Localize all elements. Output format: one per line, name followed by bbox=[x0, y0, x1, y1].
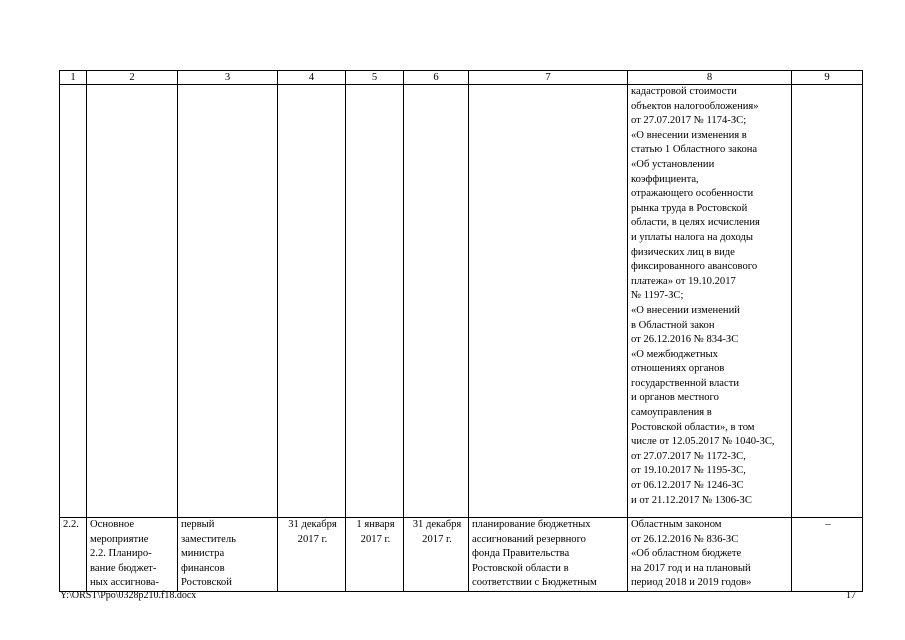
text-line: Ростовской области в bbox=[472, 562, 569, 574]
text-line: коэффициента, bbox=[631, 173, 699, 185]
document-table bbox=[59, 70, 863, 592]
start-date-cell bbox=[346, 518, 404, 592]
text-line: от 06.12.2017 № 1246-ЗС bbox=[631, 480, 744, 492]
end-date-cell bbox=[404, 518, 469, 592]
text-line: области, в целях исчисления bbox=[631, 217, 760, 229]
text-line: платежа» от 19.10.2017 bbox=[631, 275, 736, 287]
text-line: от 26.12.2016 № 834-ЗС bbox=[631, 334, 739, 346]
text-line: «Об установлении bbox=[631, 158, 715, 170]
text-line: вание бюджет- bbox=[90, 562, 157, 574]
text-line: 31 декабря bbox=[412, 519, 462, 530]
table-row bbox=[60, 518, 863, 592]
text-line: рынка труда в Ростовской bbox=[631, 202, 748, 214]
continued-row bbox=[60, 85, 863, 518]
note-cell: – bbox=[792, 518, 863, 592]
text-line: 2017 г. bbox=[360, 533, 391, 545]
text-line: 1 января bbox=[356, 519, 395, 530]
text-line: от 27.07.2017 № 1172-ЗС, bbox=[631, 450, 746, 462]
text-line: Основное bbox=[90, 519, 135, 530]
text-line: от 27.07.2017 № 1174-ЗС; bbox=[631, 115, 747, 127]
column-header-4: 4 bbox=[278, 71, 346, 85]
column-header-6: 6 bbox=[404, 71, 469, 85]
text-line: отражающего особенности bbox=[631, 188, 754, 200]
page-number: 17 bbox=[846, 590, 856, 601]
cell-empty bbox=[278, 85, 346, 518]
text-line: физических лиц в виде bbox=[631, 246, 735, 258]
text-line: Ростовской bbox=[181, 577, 232, 589]
column-header-3: 3 bbox=[178, 71, 278, 85]
text-line: «О межбюджетных bbox=[631, 348, 718, 360]
text-line: «О внесении изменений bbox=[631, 304, 740, 316]
text-line: ных ассигнова- bbox=[90, 577, 159, 589]
cell-empty bbox=[469, 85, 628, 518]
cell-empty bbox=[404, 85, 469, 518]
cell-empty bbox=[87, 85, 178, 518]
text-line: и органов местного bbox=[631, 392, 719, 404]
cell-empty bbox=[346, 85, 404, 518]
text-line: государственной власти bbox=[631, 377, 740, 389]
text-line: от 19.10.2017 № 1195-ЗС, bbox=[631, 465, 746, 477]
text-line: 31 декабря bbox=[288, 519, 337, 530]
text-line: в Областной закон bbox=[631, 319, 715, 331]
result-cell bbox=[469, 518, 628, 592]
text-line: соответствии с Бюджетным bbox=[472, 577, 597, 589]
text-line: от 26.12.2016 № 836-ЗС bbox=[631, 533, 739, 545]
cell-empty bbox=[178, 85, 278, 518]
text-line: заместитель bbox=[181, 533, 237, 545]
activity-name-cell bbox=[87, 518, 178, 592]
text-line: Ростовской области», в том bbox=[631, 421, 755, 433]
text-line: первый bbox=[181, 519, 215, 530]
text-line: «Об областном бюджете bbox=[631, 548, 742, 560]
text-line: № 1197-ЗС; bbox=[631, 290, 684, 302]
text-line: и от 21.12.2017 № 1306-ЗС bbox=[631, 494, 752, 506]
column-header-9: 9 bbox=[792, 71, 863, 85]
text-line: фиксированного авансового bbox=[631, 261, 758, 273]
text-line: объектов налогообложения» bbox=[631, 100, 759, 112]
responsible-cell bbox=[178, 518, 278, 592]
column-header-8: 8 bbox=[628, 71, 792, 85]
text-line: и уплаты налога на доходы bbox=[631, 231, 753, 243]
text-line: статью 1 Областного закона bbox=[631, 144, 758, 156]
row-number: 2.2. bbox=[60, 518, 87, 592]
text-line: период 2018 и 2019 годов» bbox=[631, 577, 752, 589]
column-header-2: 2 bbox=[87, 71, 178, 85]
column-header-7: 7 bbox=[469, 71, 628, 85]
text-line: числе от 12.05.2017 № 1040-ЗС, bbox=[631, 436, 775, 448]
text-line: мероприятие bbox=[90, 533, 149, 545]
text-line: планирование бюджетных bbox=[472, 519, 591, 530]
legal-acts-cell bbox=[628, 85, 792, 518]
text-line: Областным законом bbox=[631, 519, 722, 530]
text-line: финансов bbox=[181, 562, 225, 574]
text-line: министра bbox=[181, 548, 225, 560]
text-line: 2017 г. bbox=[297, 533, 328, 545]
legal-acts-cell bbox=[628, 518, 792, 592]
header-row bbox=[60, 71, 863, 85]
text-line: «О внесении изменения в bbox=[631, 129, 747, 141]
deadline-cell bbox=[278, 518, 346, 592]
cell-empty bbox=[60, 85, 87, 518]
footer-file-path: Y:\ORST\Ppo\0328p210.f18.docx bbox=[60, 590, 197, 601]
text-line: на 2017 год и на плановый bbox=[631, 562, 751, 574]
text-line: фонда Правительства bbox=[472, 548, 570, 560]
text-line: 2017 г. bbox=[422, 533, 452, 545]
text-line: 2.2. Планиро- bbox=[90, 548, 152, 560]
text-line: самоуправления в bbox=[631, 407, 712, 419]
column-header-1: 1 bbox=[60, 71, 87, 85]
cell-empty bbox=[792, 85, 863, 518]
text-line: кадастровой стоимости bbox=[631, 86, 737, 97]
column-header-5: 5 bbox=[346, 71, 404, 85]
text-line: ассигнований резервного bbox=[472, 533, 586, 545]
text-line: отношениях органов bbox=[631, 363, 725, 375]
